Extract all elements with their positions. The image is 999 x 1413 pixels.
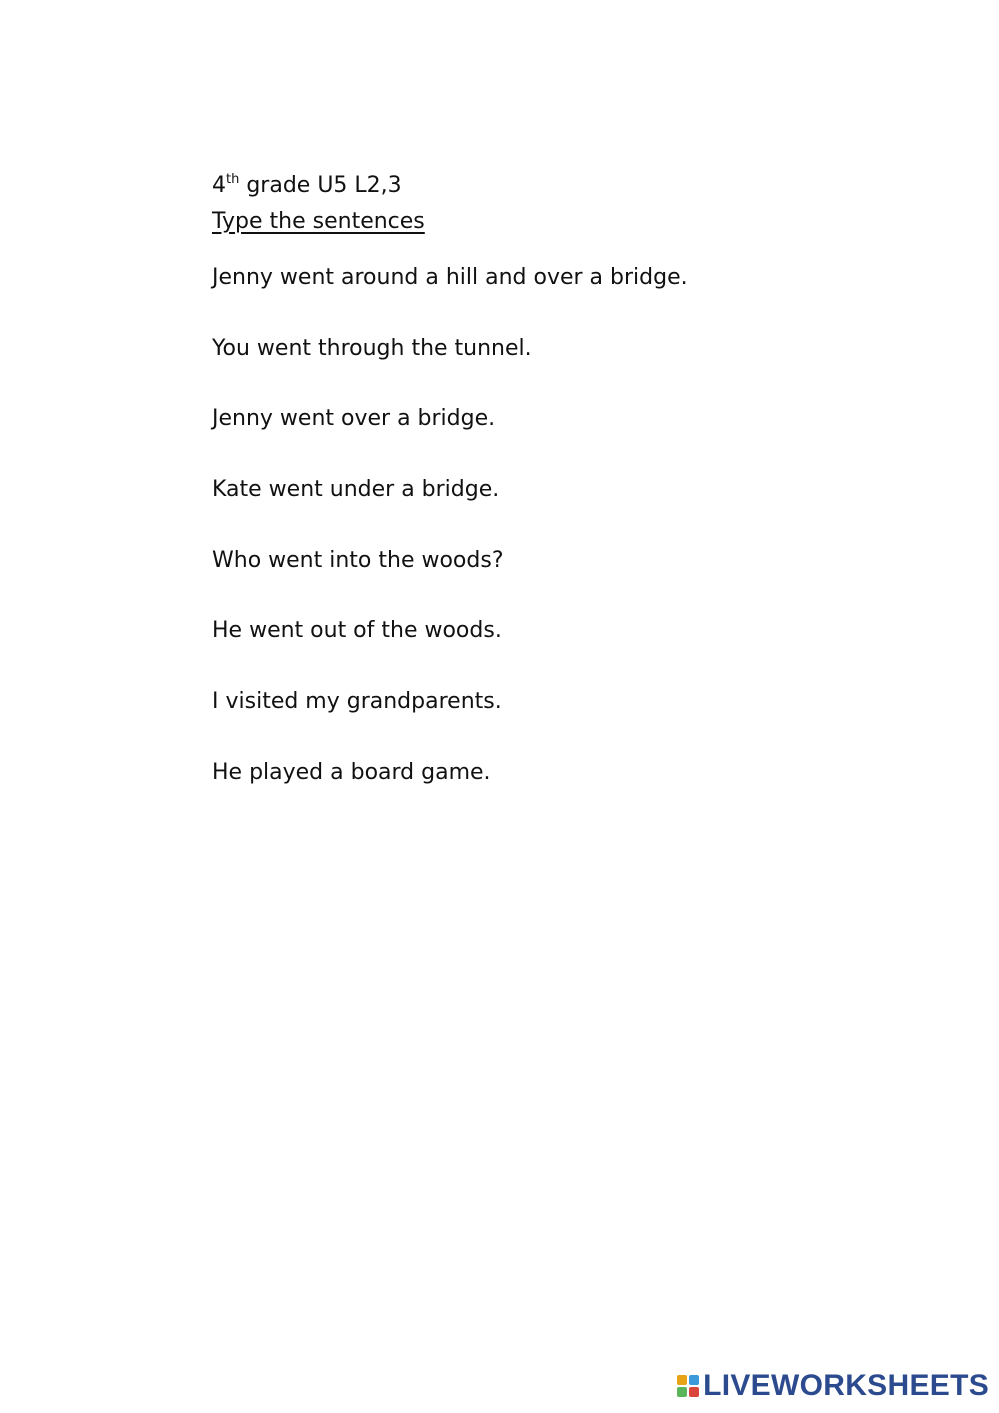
sentence-1: Jenny went around a hill and over a bridge.	[212, 265, 688, 290]
sentence-list	[212, 260, 688, 826]
liveworksheets-logo-text: LIVEWORKSHEETS	[703, 1369, 989, 1402]
logo-block-2	[689, 1375, 699, 1385]
logo-block-1	[677, 1375, 687, 1385]
title-prefix: 4	[212, 173, 226, 198]
sentence-8: He played a board game.	[212, 759, 491, 785]
liveworksheets-logo	[677, 1369, 989, 1403]
sentence-4: Kate went under a bridge.	[212, 477, 500, 503]
sentence-2: You went through the tunnel.	[212, 335, 532, 361]
worksheet-title	[212, 168, 912, 204]
logo-block-4	[689, 1387, 699, 1397]
title-superscript: th	[226, 172, 240, 187]
sentence-7: I visited my grandparents.	[212, 689, 502, 715]
logo-block-3	[677, 1387, 687, 1397]
title-suffix: grade U5 L2,3	[239, 173, 402, 198]
worksheet-content	[212, 168, 912, 785]
sentence-5: Who went into the woods?	[212, 547, 504, 573]
sentence-6: He went out of the woods.	[212, 618, 502, 644]
liveworksheets-logo-icon	[677, 1375, 699, 1397]
worksheet-instruction: Type the sentences	[212, 209, 425, 234]
sentence-3: Jenny went over a bridge.	[212, 406, 496, 432]
